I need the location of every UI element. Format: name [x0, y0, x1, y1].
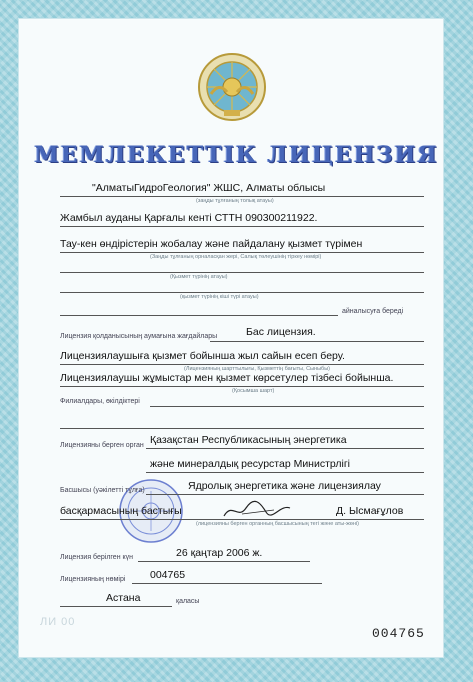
line-blank-1 — [60, 272, 424, 273]
line-head-1 — [146, 494, 424, 495]
head-2: басқармасының бастығы — [60, 505, 182, 517]
activity-subtype-caption: (қызмет түрінің кіші түрі атауы) — [180, 294, 259, 300]
address-caption: (Заңды тұлғаның орналасқан жері, Салық төлеушінің тіркеу нөмірі) — [150, 254, 322, 260]
line-conditions-2 — [60, 386, 424, 387]
faded-mark: ЛИ 00 — [40, 616, 76, 628]
line-issuer-1 — [146, 448, 424, 449]
line-head-2 — [60, 519, 424, 520]
head-1: Ядролық энергетика және лицензиялау — [188, 480, 381, 492]
license-class: Бас лицензия. — [246, 326, 316, 338]
line-branches-2 — [60, 428, 424, 429]
head-name: Д. Ысмағұлов — [336, 505, 404, 517]
licensee-address: Жамбыл ауданы Қарғалы кенті СТТН 090300211922. — [60, 212, 318, 224]
activity-tail: айналысуға береді — [342, 308, 404, 315]
line-licensee — [60, 196, 424, 197]
conditions-caption-2: (Қосымша шарт) — [232, 388, 275, 394]
conditions-2: Лицензиялаушы жұмыстар мен қызмет көрсетулер тізбесі бойынша. — [60, 372, 394, 384]
license-title: МЕМЛЕКЕТТІК ЛИЦЕНЗИЯ — [34, 142, 439, 168]
line-issuer-2 — [146, 472, 424, 473]
line-date — [138, 561, 310, 562]
line-conditions-1 — [60, 364, 424, 365]
issuer-label: Лицензияны берген орган — [60, 442, 144, 449]
line-city — [60, 606, 172, 607]
city-label: қаласы — [176, 598, 200, 605]
city-value: Астана — [106, 592, 141, 604]
head-label: Басшысы (уәкілетті тұлға) — [60, 487, 145, 494]
line-branches — [150, 406, 424, 407]
line-activity — [60, 252, 424, 253]
licensee-name-caption: (заңды тұлғаның толық атауы) — [196, 198, 274, 204]
line-address — [60, 226, 424, 227]
activity-caption: (Қызмет түрінің атауы) — [170, 274, 228, 280]
line-activity-tail — [60, 315, 338, 316]
conditions-1: Лицензиялаушыға қызмет бойынша жыл сайын есеп беру. — [60, 350, 345, 362]
serial-number: 004765 — [372, 626, 425, 641]
line-blank-2 — [60, 292, 424, 293]
date-value: 26 қаңтар 2006 ж. — [176, 547, 263, 559]
date-label: Лицензия берілген күн — [60, 554, 133, 561]
line-class — [210, 341, 424, 342]
issuer-2: және минералдық ресурстар Министрлігі — [150, 458, 351, 470]
conditions-label: Лицензия қолданысының аумағына жағдайлары — [60, 333, 218, 340]
branches-label: Филиалдары, өкілдіктері — [60, 398, 140, 405]
number-label: Лицензияның нөмірі — [60, 576, 126, 583]
licensee-activity: Тау-кен өндірістерін жобалау және пайдалану қызмет түрімен — [60, 238, 363, 250]
conditions-caption-1: (Лицензияның шарттылығы, Қызметтің бағыты, Сыныбы) — [184, 366, 330, 372]
line-number — [132, 583, 322, 584]
number-value: 004765 — [150, 569, 186, 581]
licensee-name: "АлматыГидроГеология" ЖШС, Алматы облысы — [92, 182, 326, 194]
issuer-1: Қазақстан Республикасының энергетика — [150, 434, 347, 446]
state-emblem-icon — [197, 52, 267, 122]
head-caption: (лицензияны берген органның басшысының тегі және аты-жөні) — [196, 521, 359, 527]
